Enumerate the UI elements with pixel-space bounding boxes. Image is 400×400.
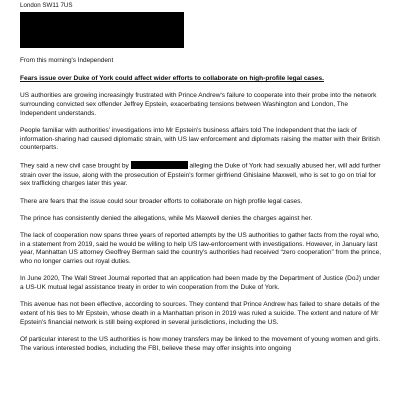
paragraph-2: People familiar with authorities' investigations into Mr Epstein's business affairs told The Independent that the lack of information-sharing had caused diplomatic strain, with US law enforcement and diplomats raising the matter with their British counterparts. — [20, 126, 380, 152]
paragraph-1: US authorities are growing increasingly frustrated with Prince Andrew's failure to cooperate into their probe into the network surrounding convicted sex offender Jeffrey Epstein, exacerbating tensions between Washington and London, The Independent understands. — [20, 92, 377, 117]
article-body — [20, 75, 382, 362]
source-line: From this morning's Independent — [20, 57, 114, 64]
paragraph-5: The prince has consistently denied the allegations, while Ms Maxwell denies the charges against her. — [20, 214, 313, 222]
paragraph-8: This avenue has not been effective, according to sources. They contend that Prince Andrew has failed to share details of the extent of his ties to Mr Epstein, whose death in a Manhattan prison in 2019 was ruled a suicide. The extent and nature of Mr Epstein's financial network is still being explored in several jurisdictions, including the US. — [20, 301, 380, 326]
paragraph-7: In June 2020, The Wall Street Journal reported that an application had been made by the Department of Justice (DoJ) under a US-UK mutual legal assistance treaty in order to win cooperation from the Duke of York. — [20, 275, 380, 291]
civil-case-text-before: They said a new civil case brought by — [20, 162, 129, 170]
paragraph-4: There are fears that the issue could sour broader efforts to collaborate on high profile legal cases. — [20, 197, 303, 205]
paragraph-6: The lack of cooperation now spans three years of reported attempts by the US authorities to gather facts from the royal who, in a statement from 2019, said he would be willing to help US law-enforcement with investigations. However, in January last year, Manhattan US attorney Geoffrey Berman said the country's authorities had received “zero cooperation” from the prince, who no longer carries out royal duties. — [20, 231, 382, 266]
redacted-name — [131, 161, 188, 169]
civil-case-text-after: alleging the Duke of York had sexually abused her, will add further strain over the issue, along with the prosecution of Epstein's former girlfriend Ghislaine Maxwell, who is set to go on trial for sex trafficking charges later this year. — [20, 162, 381, 188]
paragraph-civil-case — [20, 161, 382, 189]
paragraph-9: Of particular interest to the US authorities is how money transfers may be linked to the movement of young women and girls. The various interested bodies, including the FBI, believe these may offer insights into ongoing — [20, 335, 381, 352]
address-line: London SW11 7US — [20, 2, 73, 9]
redacted-address-block — [20, 12, 184, 48]
article-headline: Fears issue over Duke of York could affect wider efforts to collaborate on high-profile legal cases. — [20, 75, 324, 82]
